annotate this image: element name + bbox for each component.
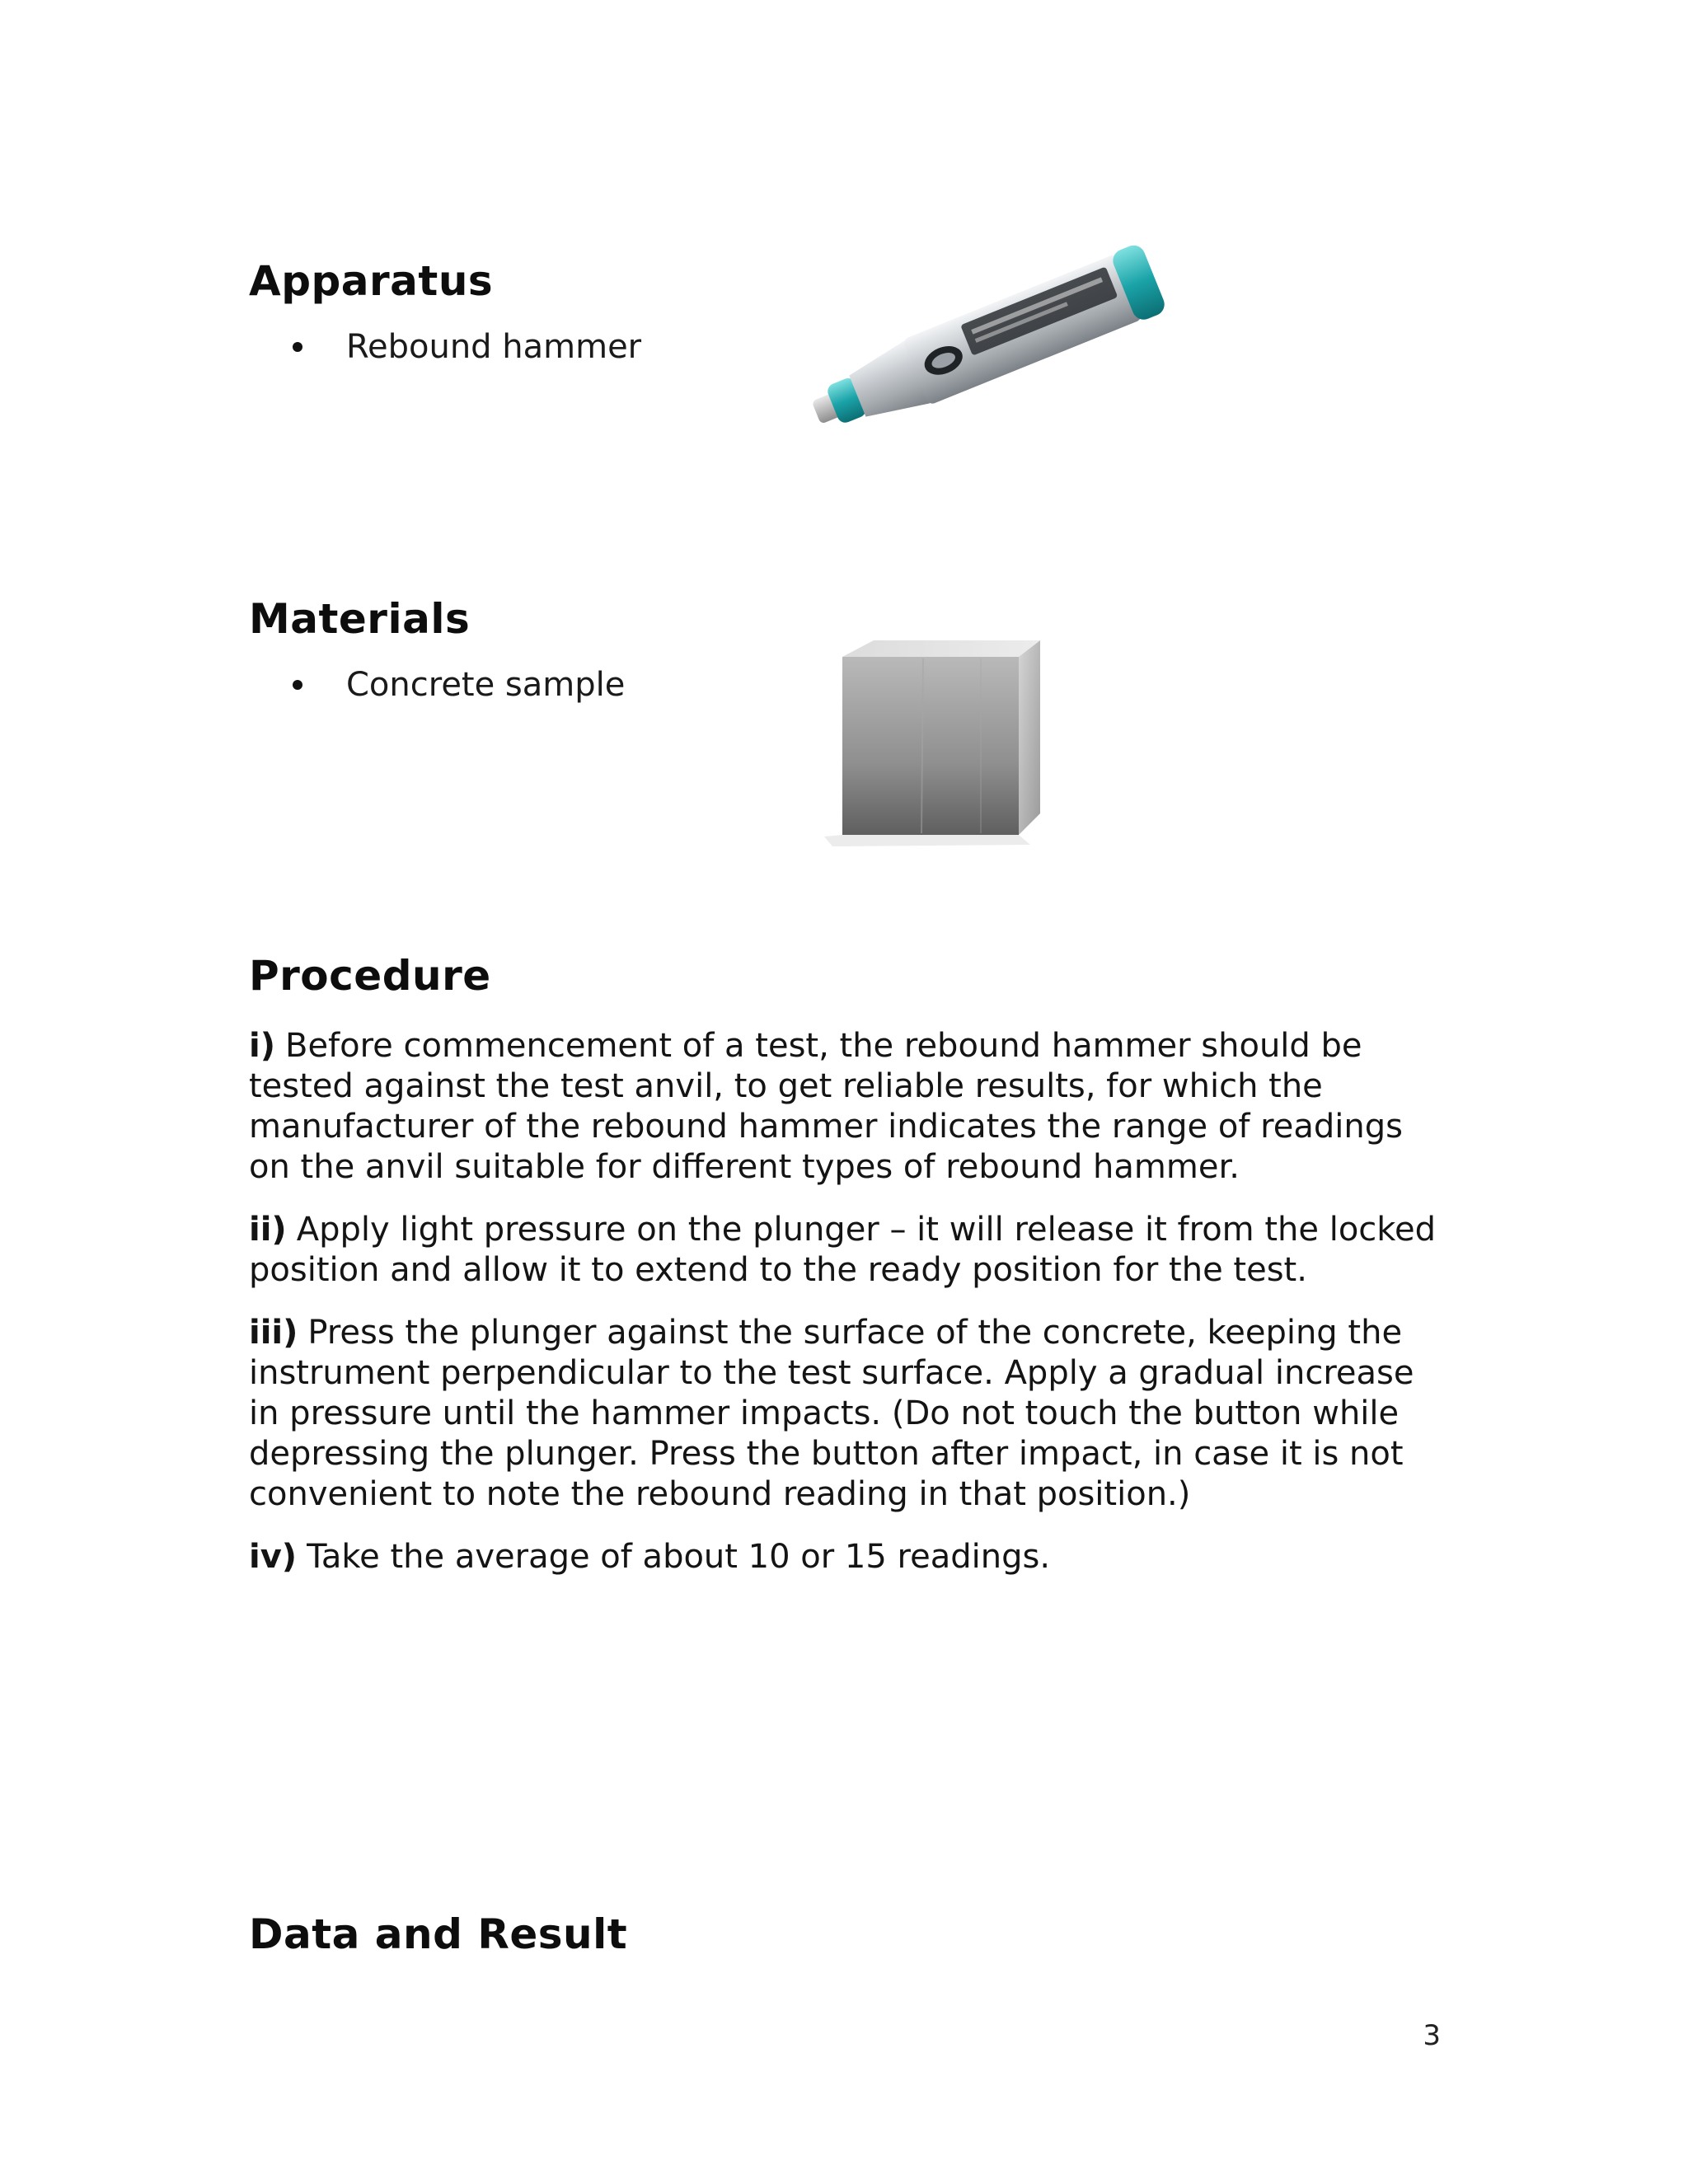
procedure-heading: Procedure xyxy=(249,952,491,1000)
bullet-icon xyxy=(293,342,302,352)
step-text: Apply light pressure on the plunger – it will release it from the locked position and allow it to extend to the ready position for the test. xyxy=(249,1211,1437,1289)
step-number: iii) xyxy=(249,1314,298,1352)
step-text: Before commencement of a test, the rebound hammer should be tested against the test anvil, to get reliable results, for which the manufacturer of the rebound hammer indicates the range of readings on the anvil suitable for different types of rebound hammer. xyxy=(249,1027,1403,1186)
materials-list xyxy=(293,666,625,704)
apparatus-item-label: Rebound hammer xyxy=(346,328,642,366)
concrete-cube-image xyxy=(824,639,1055,849)
step-text: Take the average of about 10 or 15 readings. xyxy=(307,1538,1051,1576)
procedure-step xyxy=(249,1313,1452,1515)
step-number: ii) xyxy=(249,1211,287,1249)
procedure-step xyxy=(249,1537,1452,1577)
materials-heading: Materials xyxy=(249,595,471,643)
list-item xyxy=(293,328,641,366)
page-number: 3 xyxy=(1423,2019,1441,2052)
apparatus-heading: Apparatus xyxy=(249,257,494,305)
step-text: Press the plunger against the surface of the concrete, keeping the instrument perpendicular to the test surface. Apply a gradual increase in pressure until the hammer impacts. (Do not touch the button while depressing the plunger. Press the button after impact, in case it is not convenient to note the rebound reading in that position.) xyxy=(249,1314,1414,1513)
procedure-step xyxy=(249,1210,1452,1291)
procedure-steps xyxy=(249,1026,1452,1600)
materials-item-label: Concrete sample xyxy=(346,666,626,704)
step-number: iv) xyxy=(249,1538,298,1576)
bullet-icon xyxy=(293,680,302,690)
rebound-hammer-image xyxy=(787,243,1199,437)
step-number: i) xyxy=(249,1027,275,1065)
procedure-step xyxy=(249,1026,1452,1188)
apparatus-list xyxy=(293,328,641,366)
list-item xyxy=(293,666,625,704)
data-result-heading: Data and Result xyxy=(249,1910,628,1958)
